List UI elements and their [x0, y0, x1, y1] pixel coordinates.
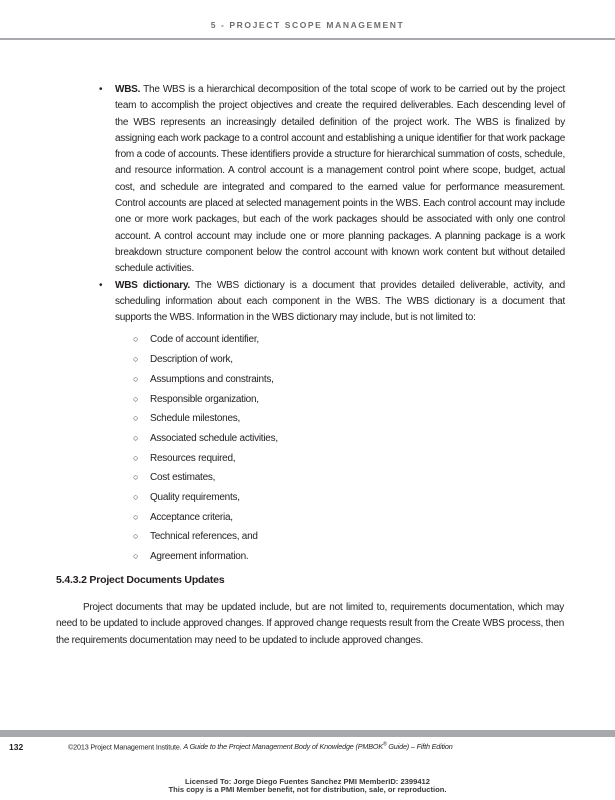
list-item [133, 429, 615, 449]
circle-bullet-icon: ○ [133, 413, 139, 424]
copyright-line [68, 742, 453, 751]
list-item [133, 527, 615, 547]
bullet-text: The WBS dictionary is a document that provides detailed deliverable, activity, and scheduling information about each component in the WBS. The WBS dictionary is a document that supports the WBS. Information in the WBS dictionary may include, but is not limited to: [115, 279, 565, 324]
list-item-text: Quality requirements, [150, 491, 240, 503]
list-item [133, 409, 615, 429]
list-item [133, 449, 615, 469]
list-item-text: Description of work, [150, 354, 233, 366]
circle-bullet-icon: ○ [133, 393, 139, 404]
list-item-text: Associated schedule activities, [150, 432, 278, 444]
book-title [183, 742, 452, 751]
license-notice [0, 778, 615, 795]
wbs-bullet [99, 82, 565, 278]
list-item [133, 508, 615, 528]
license-line-2: This copy is a PMI Member benefit, not for distribution, sale, or reproduction. [168, 785, 447, 795]
main-content [0, 82, 615, 567]
list-item [133, 330, 615, 350]
footer-divider [0, 730, 615, 737]
list-item-text: Acceptance criteria, [150, 511, 233, 523]
wbs-dictionary-items [0, 330, 615, 566]
book-title-suffix: Guide) – Fifth Edition [386, 742, 453, 752]
circle-bullet-icon: ○ [133, 551, 139, 562]
list-item [133, 547, 615, 567]
chapter-title: 5 - PROJECT SCOPE MANAGEMENT [210, 20, 405, 30]
bullet-marker: • [99, 279, 103, 291]
bullet-term: WBS. [115, 84, 141, 95]
bullet-term: WBS dictionary. [115, 279, 190, 291]
license-line-1: Licensed To: Jorge Diego Fuentes Sanchez PMI MemberID: 2399412 [184, 777, 431, 786]
list-item-text: Responsible organization, [150, 393, 259, 405]
bullet-text: The WBS is a hierarchical decomposition of the total scope of work to be carried out by the project team to accomplish the project objectives and create the required deliverables. Each descending level of the WBS represents an increasingly detailed definition of the project work. The WBS is finalized by assigning each work package to a control account and establishing a unique identifier for that work package from a code of accounts. These identifiers provide a structure for hierarchical summation of costs, schedule, and resource information. A control account is a management control point where scope, budget, actual cost, and schedule are integrated and compared to the earned value for performance measurement. Control accounts are placed at selected management points in the WBS. Each control account may include one or more work packages, but each of the work packages should be associated with only one control account. A control account may include one or more planning packages. A planning package is a work breakdown structure component below the control account with known work content but without detailed schedule activities. [115, 84, 565, 275]
page-number: 132 [9, 742, 24, 752]
book-title-text: A Guide to the Project Management Body of Knowledge (PMBOK [183, 742, 383, 752]
list-item-text: Code of account identifier, [150, 334, 259, 346]
circle-bullet-icon: ○ [133, 452, 139, 463]
circle-bullet-icon: ○ [133, 491, 139, 502]
list-item [133, 390, 615, 410]
circle-bullet-icon: ○ [133, 373, 139, 384]
bullet-marker: • [99, 84, 103, 95]
list-item [133, 370, 615, 390]
registered-mark: ® [382, 742, 387, 748]
header-divider [0, 38, 615, 40]
section-heading: 5.4.3.2 Project Documents Updates [56, 574, 225, 586]
list-item-text: Cost estimates, [150, 472, 216, 484]
circle-bullet-icon: ○ [133, 472, 139, 483]
section-paragraph: Project documents that may be updated include, but are not limited to, requirements documentation, which may need to be updated to include approved changes. If approved change requests result from the Create WBS process, then the requirements documentation may need to be updated to include approved changes. [56, 602, 565, 646]
wbs-dictionary-bullet [99, 278, 565, 327]
list-item-text: Technical references, and [150, 531, 258, 543]
circle-bullet-icon: ○ [133, 334, 139, 345]
list-item-text: Schedule milestones, [150, 413, 241, 425]
list-item-text: Resources required, [150, 452, 236, 464]
circle-bullet-icon: ○ [133, 531, 139, 542]
list-item [133, 350, 615, 370]
circle-bullet-icon: ○ [133, 511, 139, 522]
circle-bullet-icon: ○ [133, 432, 139, 443]
list-item [133, 468, 615, 488]
copyright-prefix: ©2013 Project Management Institute. [68, 742, 184, 752]
list-item-text: Agreement information. [150, 551, 249, 563]
list-item [133, 488, 615, 508]
circle-bullet-icon: ○ [133, 354, 139, 365]
list-item-text: Assumptions and constraints, [150, 373, 274, 385]
